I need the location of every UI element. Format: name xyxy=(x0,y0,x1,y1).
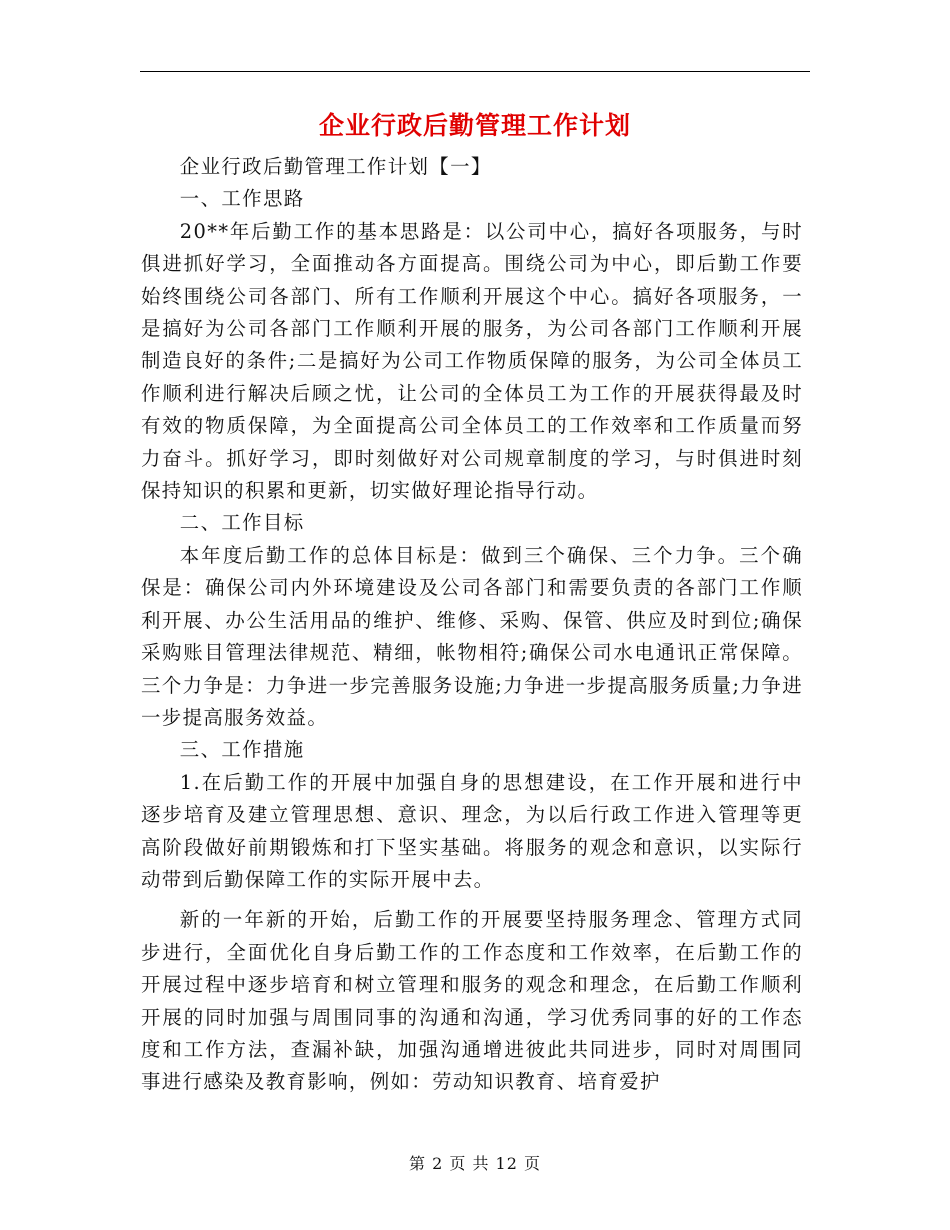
section-heading: 二、工作目标 xyxy=(179,511,305,535)
body-paragraph: 20**年后勤工作的基本思路是：以公司中心，搞好各项服务，与时俱进抓好学习，全面推动各方面提高。围绕公司为中心，即后勤工作要始终围绕公司各部门、所有工作顺利开展这个中心。搞好各项服务，一是搞好为公司各部门工作顺利开展的服务，为公司各部门工作顺利开展制造良好的条件;二是搞好为公司工作物质保障的服务，为公司全体员工作顺利进行解决后顾之忧，让公司的全体员工为工作的开展获得最及时有效的物质保障，为全面提高公司全体员工的工作效率和工作质量而努力奋斗。抓好学习，即时刻做好对公司规章制度的学习，与时俱进时刻保持知识的积累和更新，切实做好理论指导行动。 xyxy=(141,219,803,503)
header-rule xyxy=(140,71,810,72)
section-heading: 三、工作措施 xyxy=(179,738,305,762)
page-footer: 第 2 页 共 12 页 xyxy=(409,1154,541,1173)
document-title: 企业行政后勤管理工作计划 xyxy=(318,111,631,140)
body-paragraph: 1.在后勤工作的开展中加强自身的思想建设，在工作开展和进行中逐步培育及建立管理思想、意识、理念，为以后行政工作进入管理等更高阶段做好前期锻炼和打下坚实基础。将服务的观念和意识，以实际行动带到后勤保障工作的实际开展中去。 xyxy=(141,770,803,891)
section-heading: 一、工作思路 xyxy=(179,187,305,211)
body-paragraph: 新的一年新的开始，后勤工作的开展要坚持服务理念、管理方式同步进行，全面优化自身后勤工作的工作态度和工作效率，在后勤工作的开展过程中逐步培育和树立管理和服务的观念和理念，在后勤工作顺利开展的同时加强与周围同事的沟通和沟通，学习优秀同事的好的工作态度和工作方法，查漏补缺，加强沟通增进彼此共同进步，同时对周围同事进行感染及教育影响，例如：劳动知识教育、培育爱护 xyxy=(141,908,803,1094)
document-body xyxy=(141,151,803,1099)
body-paragraph: 本年度后勤工作的总体目标是：做到三个确保、三个力争。三个确保是：确保公司内外环境建设及公司各部门和需要负责的各部门工作顺利开展、办公生活用品的维护、维修、采购、保管、供应及时到位;确保采购账目管理法律规范、精细，帐物相符;确保公司水电通讯正常保障。三个力争是：力争进一步完善服务设施;力争进一步提高服务质量;力争进一步提高服务效益。 xyxy=(141,543,803,729)
section-heading: 企业行政后勤管理工作计划【一】 xyxy=(179,155,492,178)
